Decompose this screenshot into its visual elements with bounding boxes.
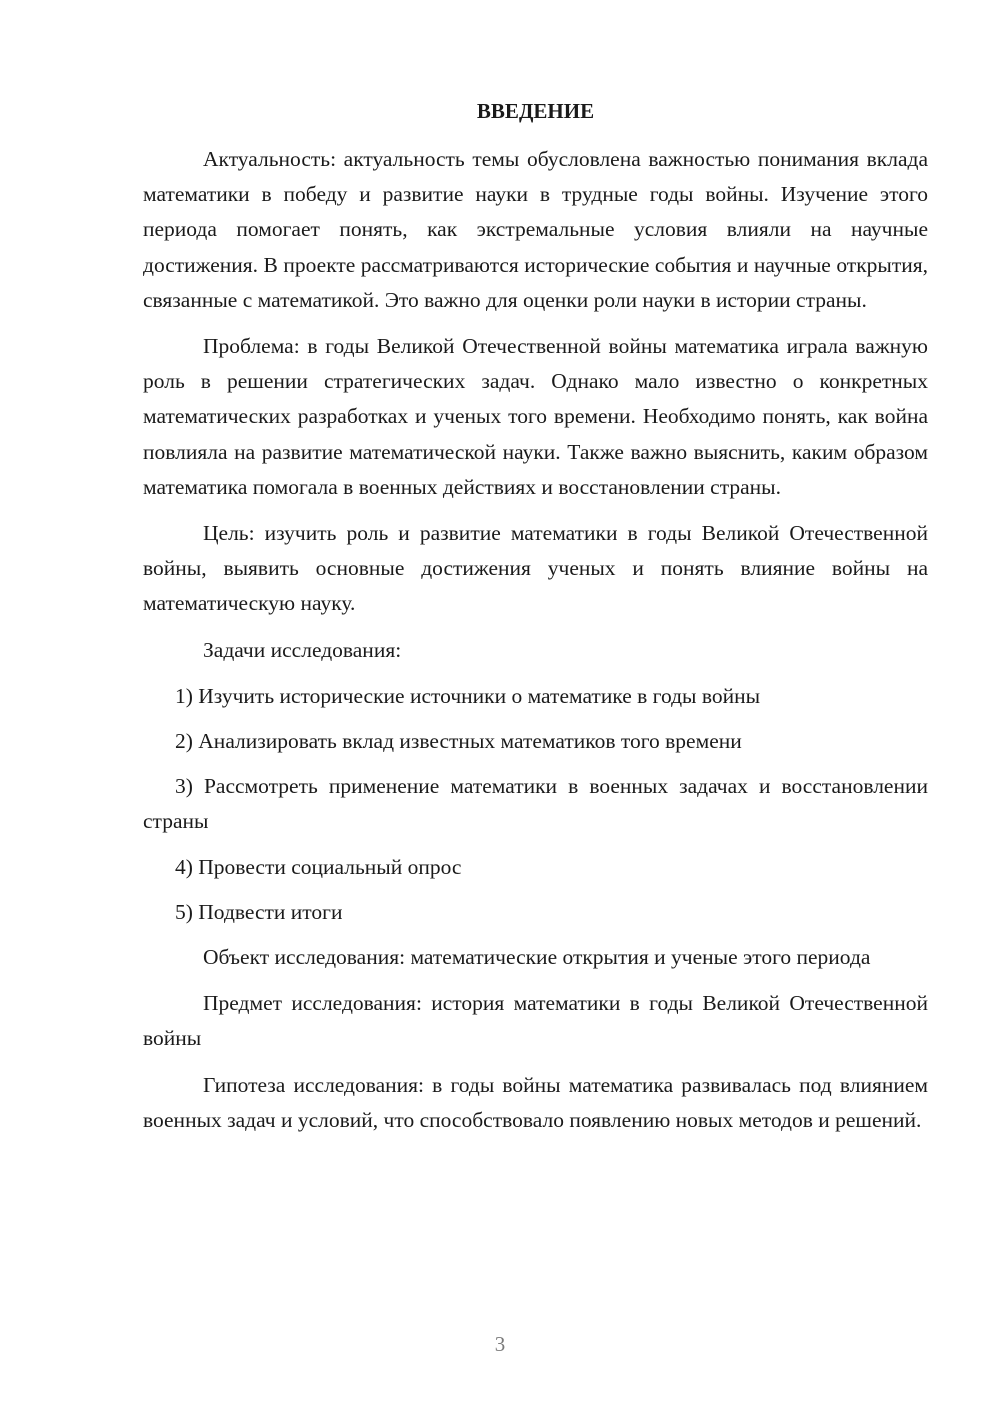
goal-paragraph: Цель: изучить роль и развитие математики в годы Великой Отечественной войны, выявить основные достижения ученых и понять влияние войны на математическую науку. [143,521,928,616]
task-item: 4) Провести социальный опрос [175,854,462,879]
page-title: ВВЕДЕНИЕ [476,99,595,123]
task-item: 2) Анализировать вклад известных математиков того времени [175,729,742,754]
problem-paragraph: Проблема: в годы Великой Отечественной войны математика играла важную роль в решении стратегических задач. Однако мало известно о конкретных математических разработках и ученых того времени. Необходимо понять, как война повлияла на развитие математической науки. Также важно выяснить, каким образом математика помогала в военных действиях и восстановлении страны. [143,334,928,499]
page-number: 3 [494,1332,506,1356]
object-paragraph: Объект исследования: математические открытия и ученые этого периода [203,945,871,970]
task-item: 3) Рассмотреть применение математики в военных задачах и восстановлении страны [143,774,928,834]
document-page [143,96,928,1149]
task-item: 5) Подвести итоги [175,899,343,924]
hypothesis-paragraph: Гипотеза исследования: в годы войны математика развивалась под влиянием военных задач и условий, что способствовало появлению новых методов и решений. [143,1072,928,1132]
task-item: 1) Изучить исторические источники о математике в годы войны [175,683,761,708]
tasks-heading: Задачи исследования: [203,637,402,662]
relevance-paragraph: Актуальность: актуальность темы обусловлена важностью понимания вклада математики в победу и развитие науки в трудные годы войны. Изучение этого периода помогает понять, как экстремальные условия влияли на научные достижения. В проекте рассматриваются исторические события и научные открытия, связанные с математикой. Это важно для оценки роли науки в истории страны. [143,147,928,312]
subject-paragraph: Предмет исследования: история математики в годы Великой Отечественной войны [143,991,928,1051]
